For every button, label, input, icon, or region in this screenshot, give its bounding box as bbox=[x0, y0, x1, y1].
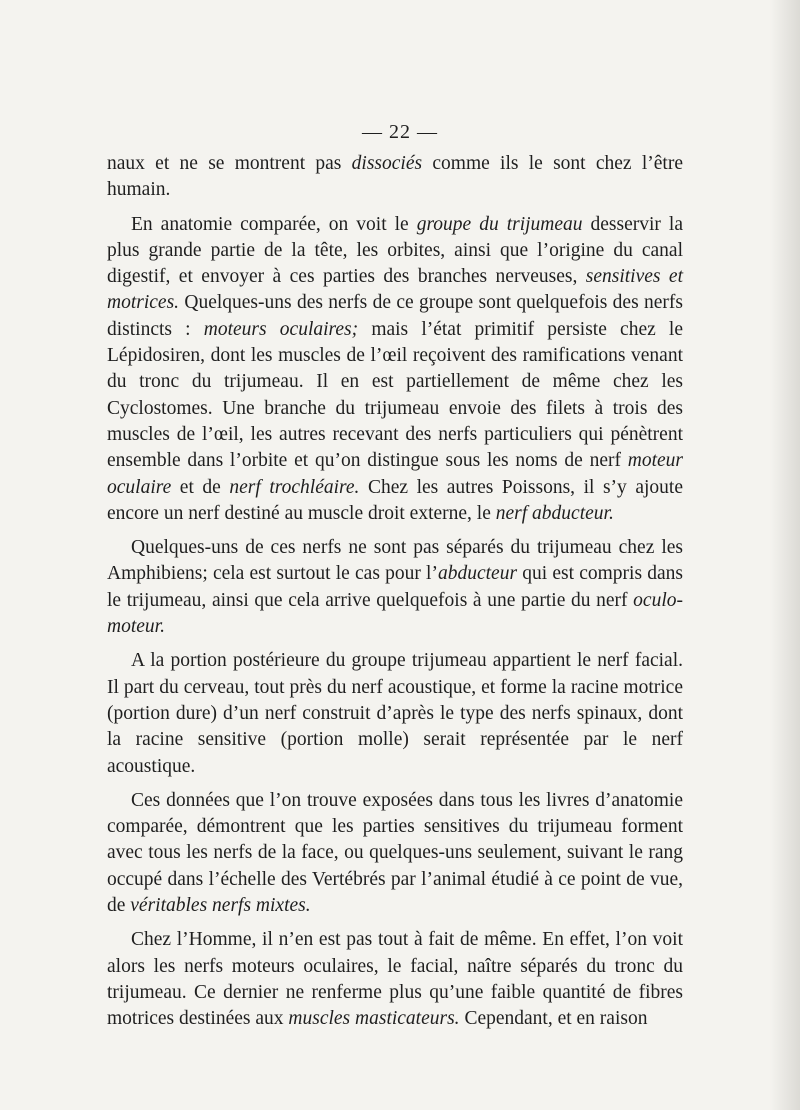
paragraph-5 bbox=[107, 788, 683, 919]
paragraph-2 bbox=[107, 212, 683, 528]
text-run: naux et ne se montrent pas bbox=[107, 153, 352, 174]
paragraph-6 bbox=[107, 927, 683, 1032]
paragraph-1 bbox=[107, 151, 683, 204]
page-number: — 22 — bbox=[362, 121, 438, 143]
text-run: Quelques-uns des nerfs de ce groupe sont quelquefois des nerfs distincts : bbox=[107, 292, 683, 340]
text-run: desservir la plus grande partie de la tête, les orbites, ainsi que l’origine du canal digestif, et envoyer à ces parties des branches nerveuses, bbox=[107, 213, 683, 288]
text-run: Chez l’Homme, il n’en est pas tout à fait de même. En effet, l’on voit alors les nerfs moteurs oculaires, le facial, naître séparés du tronc du trijumeau. Ce dernier ne renferme plus qu’une faible quantité de fibres motrices destinées aux bbox=[107, 929, 683, 1030]
italic-run: oculo-moteur. bbox=[107, 589, 683, 638]
text-run: A la portion postérieure du groupe trijumeau appartient le nerf facial. Il part du cerveau, tout près du nerf acoustique, et forme la racine motrice (portion dure) d’un nerf construit d’après le type des nerfs spinaux, dont la racine sensitive (portion molle) serait représentée par le nerf acoustique. bbox=[107, 650, 683, 777]
text-run: Quelques-uns de ces nerfs ne sont pas séparés du trijumeau chez les Amphibiens; cela est surtout le cas pour l’ bbox=[107, 537, 683, 585]
text-run: Chez les autres Poissons, il s’y ajoute encore un nerf destiné au muscle droit externe, le bbox=[107, 476, 683, 524]
text-run: comme ils le sont chez l’être humain. bbox=[107, 153, 683, 201]
text-run: En anatomie comparée, on voit le bbox=[131, 213, 417, 235]
italic-run: moteurs oculaires; bbox=[203, 318, 359, 340]
text-run: qui est compris dans le trijumeau, ainsi que cela arrive quelquefois à une partie du nerf bbox=[107, 563, 683, 611]
italic-run: abducteur bbox=[437, 563, 518, 585]
italic-run: nerf abducteur. bbox=[495, 502, 614, 524]
italic-run: dissociés bbox=[351, 153, 423, 174]
text-run: Cependant, et en raison bbox=[459, 1008, 648, 1030]
text-run: mais l’état primitif persiste chez le Lépidosiren, dont les muscles de l’œil reçoivent des ramifications venant du tronc du trijumeau. Il en est partiellement de même chez les Cyclostomes. Une branche du trijumeau envoie des filets à trois des muscles de l’œil, les autres recevant des nerfs particuliers qui pénètrent ensemble dans l’orbite et qu’on distingue sous les noms de nerf bbox=[107, 318, 683, 472]
italic-run: véritables nerfs mixtes. bbox=[130, 895, 311, 917]
italic-run: sensitives et motrices. bbox=[107, 266, 683, 314]
italic-run: muscles masticateurs. bbox=[288, 1008, 460, 1030]
italic-run: groupe du trijumeau bbox=[416, 213, 583, 235]
italic-run: nerf trochléaire. bbox=[229, 476, 360, 498]
paragraph-4 bbox=[107, 648, 683, 779]
page-edge-shadow bbox=[770, 0, 800, 1110]
text-body bbox=[107, 151, 683, 1041]
italic-run: moteur oculaire bbox=[107, 450, 683, 498]
paragraph-3 bbox=[107, 535, 683, 640]
text-run: Ces données que l’on trouve exposées dans tous les livres d’anatomie comparée, démontrent que les parties sensitives du trijumeau forment avec tous les nerfs de la face, ou quelques-uns seulement, suivant le rang occupé dans l’échelle des Vertébrés par l’animal étudié à ce point de vue, de bbox=[107, 789, 683, 917]
text-run: et de bbox=[171, 476, 230, 498]
